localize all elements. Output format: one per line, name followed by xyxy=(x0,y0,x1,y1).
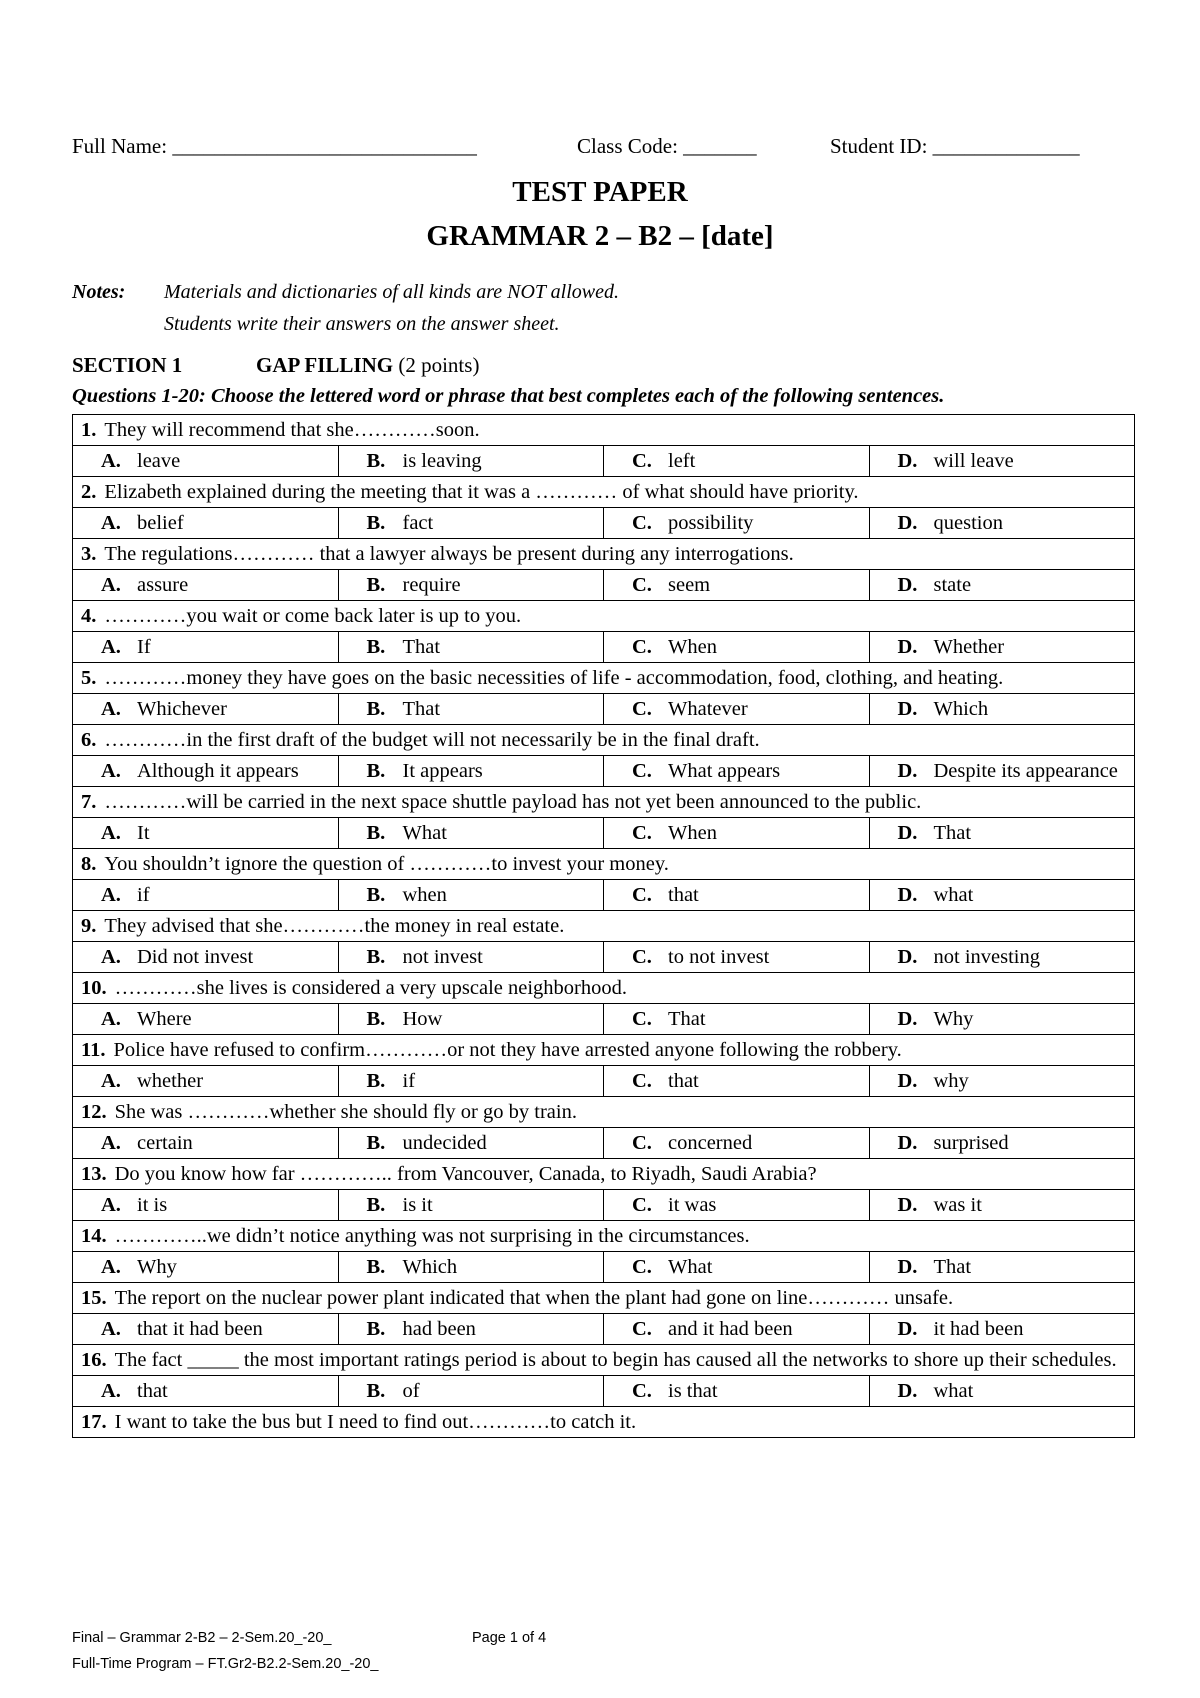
option-letter: B. xyxy=(366,1256,386,1278)
question-cell xyxy=(73,477,1135,508)
question-number: 4. xyxy=(81,605,97,627)
option-letter: C. xyxy=(632,1256,652,1278)
question-row xyxy=(73,415,1135,446)
option-text: require xyxy=(402,574,461,596)
option-d[interactable] xyxy=(869,570,1135,601)
question-row xyxy=(73,849,1135,880)
question-cell xyxy=(73,849,1135,880)
option-text: Whether xyxy=(933,636,1005,658)
question-cell xyxy=(73,663,1135,694)
options-row xyxy=(73,818,1135,849)
question-text: She was …………whether she should fly or go by train. xyxy=(114,1101,577,1123)
footer-program: Full-Time Program – FT.Gr2-B2.2-Sem.20_-20_ xyxy=(72,1656,379,1672)
section-title xyxy=(256,353,479,378)
option-text: it was xyxy=(668,1194,717,1216)
notes-label: Notes: xyxy=(72,281,126,303)
question-row xyxy=(73,725,1135,756)
option-letter: B. xyxy=(366,1132,386,1154)
option-letter: A. xyxy=(101,946,121,968)
question-cell xyxy=(73,601,1135,632)
question-number: 10. xyxy=(81,977,107,999)
option-letter: D. xyxy=(897,636,918,658)
question-text: …………..we didn’t notice anything was not surprising in the circumstances. xyxy=(114,1225,750,1247)
question-cell xyxy=(73,1221,1135,1252)
option-c[interactable] xyxy=(604,446,870,477)
option-letter: A. xyxy=(101,760,121,782)
option-c[interactable] xyxy=(604,1314,870,1345)
option-text: that xyxy=(137,1380,168,1402)
footer-page-number: Page 1 of 4 xyxy=(472,1630,547,1646)
question-text: The report on the nuclear power plant indicated that when the plant had gone on line………… unsafe. xyxy=(114,1287,954,1309)
option-text: possibility xyxy=(668,512,754,534)
option-a[interactable] xyxy=(73,942,339,973)
option-letter: B. xyxy=(366,884,386,906)
option-text: What appears xyxy=(668,760,781,782)
option-c[interactable] xyxy=(604,880,870,911)
option-letter: C. xyxy=(632,1008,652,1030)
option-text: That xyxy=(402,636,441,658)
question-number: 1. xyxy=(81,419,97,441)
option-d[interactable] xyxy=(869,1004,1135,1035)
option-a[interactable] xyxy=(73,1004,339,1035)
question-number: 6. xyxy=(81,729,97,751)
option-text: it had been xyxy=(933,1318,1024,1340)
option-text: left xyxy=(668,450,696,472)
option-b[interactable] xyxy=(338,942,604,973)
option-d[interactable] xyxy=(869,1376,1135,1407)
options-row xyxy=(73,446,1135,477)
option-letter: A. xyxy=(101,1008,121,1030)
option-text: surprised xyxy=(933,1132,1009,1154)
option-letter: C. xyxy=(632,698,652,720)
options-row xyxy=(73,880,1135,911)
option-a[interactable] xyxy=(73,570,339,601)
option-letter: A. xyxy=(101,884,121,906)
question-cell xyxy=(73,973,1135,1004)
option-text: fact xyxy=(402,512,434,534)
option-text: It appears xyxy=(402,760,483,782)
options-row xyxy=(73,1376,1135,1407)
option-text: is leaving xyxy=(402,450,482,472)
option-d[interactable] xyxy=(869,818,1135,849)
option-d[interactable] xyxy=(869,756,1135,787)
option-text: state xyxy=(933,574,972,596)
option-letter: D. xyxy=(897,884,918,906)
option-b[interactable] xyxy=(338,632,604,663)
option-letter: C. xyxy=(632,760,652,782)
option-letter: C. xyxy=(632,1380,652,1402)
options-row xyxy=(73,1252,1135,1283)
option-letter: D. xyxy=(897,1008,918,1030)
option-letter: D. xyxy=(897,1132,918,1154)
question-number: 9. xyxy=(81,915,97,937)
option-letter: B. xyxy=(366,1318,386,1340)
option-text: is it xyxy=(402,1194,433,1216)
option-text: How xyxy=(402,1008,443,1030)
instructions: Questions 1-20: Choose the lettered word or phrase that best completes each of the following sentences. xyxy=(72,385,945,407)
option-d[interactable] xyxy=(869,694,1135,725)
options-row xyxy=(73,1190,1135,1221)
option-b[interactable] xyxy=(338,1004,604,1035)
option-text: concerned xyxy=(668,1132,753,1154)
option-b[interactable] xyxy=(338,1128,604,1159)
question-row xyxy=(73,787,1135,818)
option-letter: A. xyxy=(101,1380,121,1402)
option-letter: A. xyxy=(101,1070,121,1092)
option-text: Despite its appearance xyxy=(933,760,1118,782)
question-number: 2. xyxy=(81,481,97,503)
options-row xyxy=(73,1128,1135,1159)
option-text: not invest xyxy=(402,946,483,968)
option-text: Did not invest xyxy=(137,946,254,968)
option-c[interactable] xyxy=(604,1376,870,1407)
full-name-field[interactable]: Full Name: _____________________________ xyxy=(72,134,477,158)
option-text: Whichever xyxy=(137,698,227,720)
option-b[interactable] xyxy=(338,1252,604,1283)
class-code-field[interactable]: Class Code: _______ xyxy=(577,134,757,158)
option-d[interactable] xyxy=(869,1314,1135,1345)
option-a[interactable] xyxy=(73,756,339,787)
option-text: When xyxy=(668,822,717,844)
option-b[interactable] xyxy=(338,818,604,849)
question-cell xyxy=(73,1345,1135,1376)
question-number: 5. xyxy=(81,667,97,689)
question-text: Police have refused to confirm…………or not they have arrested anyone following the robbery. xyxy=(113,1039,902,1061)
notes-line-2: Students write their answers on the answer sheet. xyxy=(164,313,560,335)
option-letter: D. xyxy=(897,1318,918,1340)
option-letter: D. xyxy=(897,1380,918,1402)
option-c[interactable] xyxy=(604,1004,870,1035)
option-text: if xyxy=(137,884,150,906)
option-d[interactable] xyxy=(869,942,1135,973)
question-number: 17. xyxy=(81,1411,107,1433)
question-number: 14. xyxy=(81,1225,107,1247)
option-b[interactable] xyxy=(338,446,604,477)
question-row xyxy=(73,663,1135,694)
option-letter: C. xyxy=(632,574,652,596)
option-c[interactable] xyxy=(604,632,870,663)
question-cell xyxy=(73,415,1135,446)
option-letter: D. xyxy=(897,450,918,472)
question-row xyxy=(73,973,1135,1004)
question-cell xyxy=(73,1283,1135,1314)
option-text: assure xyxy=(137,574,189,596)
option-letter: A. xyxy=(101,636,121,658)
question-row xyxy=(73,1221,1135,1252)
option-text: of xyxy=(402,1380,420,1402)
option-a[interactable] xyxy=(73,818,339,849)
option-letter: A. xyxy=(101,450,121,472)
option-letter: B. xyxy=(366,636,386,658)
question-row xyxy=(73,1159,1135,1190)
option-letter: A. xyxy=(101,574,121,596)
question-text: Elizabeth explained during the meeting that it was a ………… of what should have priority. xyxy=(104,481,859,503)
option-letter: C. xyxy=(632,1070,652,1092)
option-text: not investing xyxy=(933,946,1040,968)
option-letter: A. xyxy=(101,1318,121,1340)
option-letter: A. xyxy=(101,698,121,720)
option-text: when xyxy=(402,884,447,906)
option-text: What xyxy=(668,1256,713,1278)
question-text: …………you wait or come back later is up to you. xyxy=(104,605,522,627)
option-letter: C. xyxy=(632,1318,652,1340)
question-cell xyxy=(73,1159,1135,1190)
option-b[interactable] xyxy=(338,1066,604,1097)
option-d[interactable] xyxy=(869,880,1135,911)
option-letter: A. xyxy=(101,1132,121,1154)
option-letter: D. xyxy=(897,1194,918,1216)
question-row xyxy=(73,601,1135,632)
option-text: seem xyxy=(668,574,711,596)
question-text: …………she lives is considered a very upscale neighborhood. xyxy=(114,977,628,999)
option-text: whether xyxy=(137,1070,204,1092)
question-text: They advised that she…………the money in real estate. xyxy=(104,915,565,937)
option-c[interactable] xyxy=(604,1066,870,1097)
option-text: certain xyxy=(137,1132,193,1154)
option-letter: B. xyxy=(366,1008,386,1030)
option-letter: A. xyxy=(101,822,121,844)
option-b[interactable] xyxy=(338,1376,604,1407)
option-letter: B. xyxy=(366,1070,386,1092)
option-a[interactable] xyxy=(73,1066,339,1097)
question-cell xyxy=(73,1407,1135,1438)
question-number: 13. xyxy=(81,1163,107,1185)
option-c[interactable] xyxy=(604,942,870,973)
question-number: 15. xyxy=(81,1287,107,1309)
option-a[interactable] xyxy=(73,508,339,539)
option-b[interactable] xyxy=(338,1190,604,1221)
option-text: If xyxy=(137,636,151,658)
option-letter: D. xyxy=(897,698,918,720)
options-row xyxy=(73,570,1135,601)
options-row xyxy=(73,756,1135,787)
option-a[interactable] xyxy=(73,446,339,477)
question-text: …………in the first draft of the budget will not necessarily be in the final draft. xyxy=(104,729,760,751)
option-a[interactable] xyxy=(73,1190,339,1221)
question-number: 8. xyxy=(81,853,97,875)
option-d[interactable] xyxy=(869,1252,1135,1283)
option-c[interactable] xyxy=(604,818,870,849)
question-cell xyxy=(73,911,1135,942)
option-text: That xyxy=(933,822,972,844)
option-text: that xyxy=(668,1070,699,1092)
option-letter: D. xyxy=(897,512,918,534)
option-letter: B. xyxy=(366,760,386,782)
question-row xyxy=(73,1407,1135,1438)
option-letter: C. xyxy=(632,884,652,906)
options-row xyxy=(73,632,1135,663)
option-letter: B. xyxy=(366,450,386,472)
option-text: When xyxy=(668,636,717,658)
question-row xyxy=(73,911,1135,942)
option-letter: B. xyxy=(366,574,386,596)
options-row xyxy=(73,508,1135,539)
option-text: Why xyxy=(137,1256,177,1278)
question-row xyxy=(73,1283,1135,1314)
option-c[interactable] xyxy=(604,694,870,725)
question-number: 3. xyxy=(81,543,97,565)
option-text: That xyxy=(402,698,441,720)
question-text: They will recommend that she…………soon. xyxy=(104,419,480,441)
option-text: It xyxy=(137,822,150,844)
option-c[interactable] xyxy=(604,570,870,601)
option-text: Where xyxy=(137,1008,192,1030)
student-id-field[interactable]: Student ID: ______________ xyxy=(830,134,1080,158)
question-text: …………money they have goes on the basic necessities of life - accommodation, food, clothing, and heating. xyxy=(104,667,1004,689)
option-text: Whatever xyxy=(668,698,748,720)
question-row xyxy=(73,1097,1135,1128)
option-b[interactable] xyxy=(338,508,604,539)
option-d[interactable] xyxy=(869,1190,1135,1221)
question-number: 16. xyxy=(81,1349,107,1371)
option-text: undecided xyxy=(402,1132,487,1154)
question-text: I want to take the bus but I need to find out…………to catch it. xyxy=(114,1411,637,1433)
option-b[interactable] xyxy=(338,1314,604,1345)
option-text: Why xyxy=(933,1008,974,1030)
question-number: 12. xyxy=(81,1101,107,1123)
question-text: You shouldn’t ignore the question of …………to invest your money. xyxy=(104,853,669,875)
option-text: What xyxy=(402,822,447,844)
option-letter: C. xyxy=(632,822,652,844)
option-c[interactable] xyxy=(604,1190,870,1221)
option-text: That xyxy=(933,1256,972,1278)
option-text: is that xyxy=(668,1380,718,1402)
option-d[interactable] xyxy=(869,446,1135,477)
question-cell xyxy=(73,1035,1135,1066)
option-a[interactable] xyxy=(73,694,339,725)
question-cell xyxy=(73,787,1135,818)
option-letter: A. xyxy=(101,512,121,534)
option-d[interactable] xyxy=(869,1128,1135,1159)
options-row xyxy=(73,1314,1135,1345)
option-letter: C. xyxy=(632,1194,652,1216)
option-b[interactable] xyxy=(338,694,604,725)
option-d[interactable] xyxy=(869,508,1135,539)
option-letter: D. xyxy=(897,1256,918,1278)
option-b[interactable] xyxy=(338,756,604,787)
option-letter: B. xyxy=(366,698,386,720)
question-row xyxy=(73,539,1135,570)
question-text: …………will be carried in the next space shuttle payload has not yet been announced to the public. xyxy=(104,791,922,813)
options-row xyxy=(73,694,1135,725)
option-letter: D. xyxy=(897,946,918,968)
option-text: what xyxy=(933,1380,974,1402)
option-a[interactable] xyxy=(73,1252,339,1283)
option-text: belief xyxy=(137,512,184,534)
option-text: had been xyxy=(402,1318,476,1340)
question-row xyxy=(73,1035,1135,1066)
question-cell xyxy=(73,1097,1135,1128)
question-row xyxy=(73,477,1135,508)
option-letter: C. xyxy=(632,1132,652,1154)
page-title: TEST PAPER xyxy=(512,176,688,208)
option-text: Although it appears xyxy=(137,760,299,782)
question-cell xyxy=(73,725,1135,756)
section-number: SECTION 1 xyxy=(72,353,183,377)
option-letter: C. xyxy=(632,636,652,658)
option-c[interactable] xyxy=(604,1252,870,1283)
option-letter: A. xyxy=(101,1194,121,1216)
section-points: (2 points) xyxy=(393,353,480,377)
option-letter: D. xyxy=(897,760,918,782)
option-text: question xyxy=(933,512,1003,534)
question-number: 7. xyxy=(81,791,97,813)
option-text: if xyxy=(402,1070,416,1092)
question-number: 11. xyxy=(81,1039,106,1061)
notes-line-1: Materials and dictionaries of all kinds are NOT allowed. xyxy=(164,281,619,303)
option-letter: B. xyxy=(366,1380,386,1402)
question-row xyxy=(73,1345,1135,1376)
option-letter: C. xyxy=(632,946,652,968)
option-text: Which xyxy=(402,1256,458,1278)
option-text: that it had been xyxy=(137,1318,263,1340)
option-letter: A. xyxy=(101,1256,121,1278)
option-b[interactable] xyxy=(338,880,604,911)
option-letter: B. xyxy=(366,946,386,968)
option-b[interactable] xyxy=(338,570,604,601)
options-row xyxy=(73,942,1135,973)
page-subtitle: GRAMMAR 2 – B2 – [date] xyxy=(426,220,774,252)
option-letter: C. xyxy=(632,450,652,472)
option-a[interactable] xyxy=(73,1376,339,1407)
option-a[interactable] xyxy=(73,1314,339,1345)
section-title-bold: GAP FILLING xyxy=(256,353,394,377)
option-letter: D. xyxy=(897,822,918,844)
options-row xyxy=(73,1004,1135,1035)
footer-exam-code: Final – Grammar 2-B2 – 2-Sem.20_-20_ xyxy=(72,1630,332,1646)
option-a[interactable] xyxy=(73,880,339,911)
option-text: why xyxy=(933,1070,969,1092)
question-text: The fact _____ the most important ratings period is about to begin has caused all the networks to shore up their schedules. xyxy=(114,1349,1117,1371)
option-text: it is xyxy=(137,1194,168,1216)
option-letter: D. xyxy=(897,1070,918,1092)
question-cell xyxy=(73,539,1135,570)
option-c[interactable] xyxy=(604,1128,870,1159)
option-text: That xyxy=(668,1008,706,1030)
option-text: Which xyxy=(933,698,989,720)
option-text: was it xyxy=(933,1194,982,1216)
option-d[interactable] xyxy=(869,1066,1135,1097)
option-letter: B. xyxy=(366,512,386,534)
option-letter: C. xyxy=(632,512,652,534)
option-letter: B. xyxy=(366,1194,386,1216)
option-text: and it had been xyxy=(668,1318,793,1340)
option-text: leave xyxy=(137,450,181,472)
option-d[interactable] xyxy=(869,632,1135,663)
option-c[interactable] xyxy=(604,508,870,539)
option-a[interactable] xyxy=(73,1128,339,1159)
question-text: The regulations………… that a lawyer always be present during any interrogations. xyxy=(104,543,794,565)
questions-table xyxy=(72,414,1135,1438)
option-c[interactable] xyxy=(604,756,870,787)
options-row xyxy=(73,1066,1135,1097)
option-text: to not invest xyxy=(668,946,770,968)
option-letter: D. xyxy=(897,574,918,596)
option-text: that xyxy=(668,884,699,906)
question-text: Do you know how far ………….. from Vancouver, Canada, to Riyadh, Saudi Arabia? xyxy=(114,1163,817,1185)
option-letter: B. xyxy=(366,822,386,844)
option-a[interactable] xyxy=(73,632,339,663)
option-text: will leave xyxy=(933,450,1014,472)
option-text: what xyxy=(933,884,974,906)
